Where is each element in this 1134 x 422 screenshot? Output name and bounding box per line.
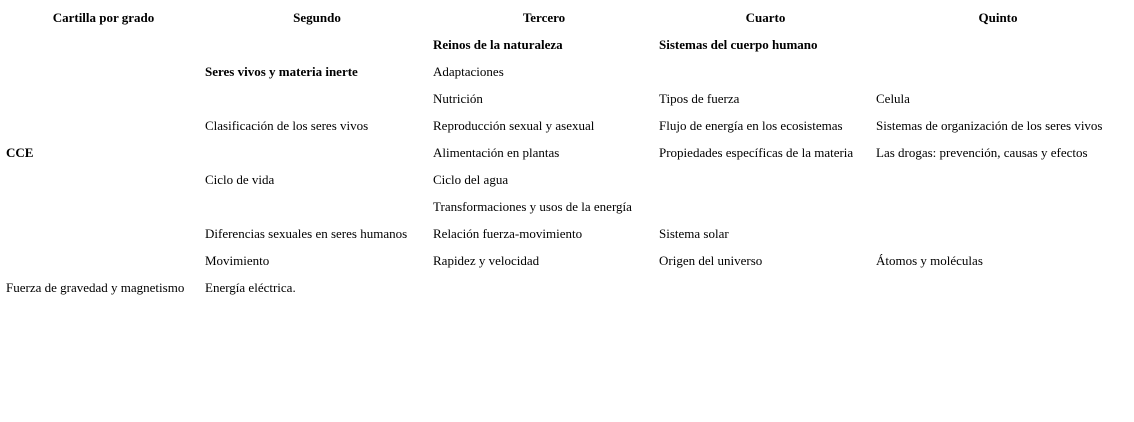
cell-cuarto: Sistemas del cuerpo humano xyxy=(659,36,818,52)
cell-cuarto: Tipos de fuerza xyxy=(659,90,740,106)
cell-quinto xyxy=(875,32,1121,57)
cell-first xyxy=(5,59,202,84)
cell-tercero: Reproducción sexual y asexual xyxy=(433,117,595,133)
cell-tercero: Relación fuerza-movimiento xyxy=(433,225,583,241)
header-quinto: Quinto xyxy=(978,9,1018,25)
cell-quinto xyxy=(875,275,1121,300)
table-row xyxy=(5,275,1121,300)
table-row xyxy=(5,113,1121,138)
header-segundo: Segundo xyxy=(293,9,341,25)
table-row xyxy=(5,248,1121,273)
cell-quinto xyxy=(875,59,1121,84)
cell-segundo: Diferencias sexuales en seres humanos xyxy=(205,225,408,241)
cell-segundo xyxy=(204,140,430,165)
cell-cuarto xyxy=(658,167,873,192)
cell-first xyxy=(5,113,202,138)
cell-quinto: Átomos y moléculas xyxy=(876,252,983,268)
cell-cuarto: Propiedades específicas de la materia xyxy=(659,144,854,160)
cell-cuarto xyxy=(658,194,873,219)
cell-cuarto xyxy=(658,59,873,84)
cell-quinto: Celula xyxy=(876,90,910,106)
cell-cuarto: Sistema solar xyxy=(659,225,729,241)
cell-first xyxy=(5,221,202,246)
cell-quinto: Las drogas: prevención, causas y efectos xyxy=(876,144,1088,160)
cell-segundo xyxy=(204,86,430,111)
table-row xyxy=(5,86,1121,111)
cell-first xyxy=(5,86,202,111)
header-row xyxy=(5,5,1121,30)
cell-segundo xyxy=(204,32,430,57)
cell-first xyxy=(5,32,202,57)
table-row xyxy=(5,194,1121,219)
cell-first: Fuerza de gravedad y magnetismo xyxy=(6,279,185,295)
cell-tercero xyxy=(432,275,656,300)
table-row xyxy=(5,140,1121,165)
cell-cuarto: Origen del universo xyxy=(659,252,763,268)
cell-cuarto xyxy=(658,275,873,300)
cell-segundo: Energía eléctrica. xyxy=(205,279,296,295)
cell-segundo: Seres vivos y materia inerte xyxy=(205,63,358,79)
cell-tercero: Alimentación en plantas xyxy=(433,144,560,160)
cell-quinto xyxy=(875,167,1121,192)
header-tercero: Tercero xyxy=(522,9,566,25)
cell-quinto xyxy=(875,221,1121,246)
cell-quinto xyxy=(875,194,1121,219)
cell-quinto: Sistemas de organización de los seres vivos xyxy=(876,117,1103,133)
cell-first xyxy=(5,194,202,219)
cell-first xyxy=(5,167,202,192)
cell-cuarto: Flujo de energía en los ecosistemas xyxy=(659,117,843,133)
cell-tercero: Ciclo del agua xyxy=(433,171,509,187)
curriculum-table xyxy=(3,3,1123,302)
cell-segundo xyxy=(204,194,430,219)
table-row xyxy=(5,59,1121,84)
cell-tercero: Adaptaciones xyxy=(433,63,504,79)
cell-tercero: Rapidez y velocidad xyxy=(433,252,540,268)
header-cuarto: Cuarto xyxy=(745,9,786,25)
cell-first xyxy=(5,248,202,273)
table-row xyxy=(5,32,1121,57)
table-row xyxy=(5,221,1121,246)
cell-segundo: Clasificación de los seres vivos xyxy=(205,117,369,133)
cell-segundo: Ciclo de vida xyxy=(205,171,275,187)
cell-tercero: Transformaciones y usos de la energía xyxy=(433,198,632,214)
cell-segundo: Movimiento xyxy=(205,252,270,268)
cell-first: CCE xyxy=(6,144,34,160)
table-row xyxy=(5,167,1121,192)
cell-tercero: Nutrición xyxy=(433,90,483,106)
header-cartilla: Cartilla por grado xyxy=(52,9,155,25)
cell-tercero: Reinos de la naturaleza xyxy=(433,36,563,52)
